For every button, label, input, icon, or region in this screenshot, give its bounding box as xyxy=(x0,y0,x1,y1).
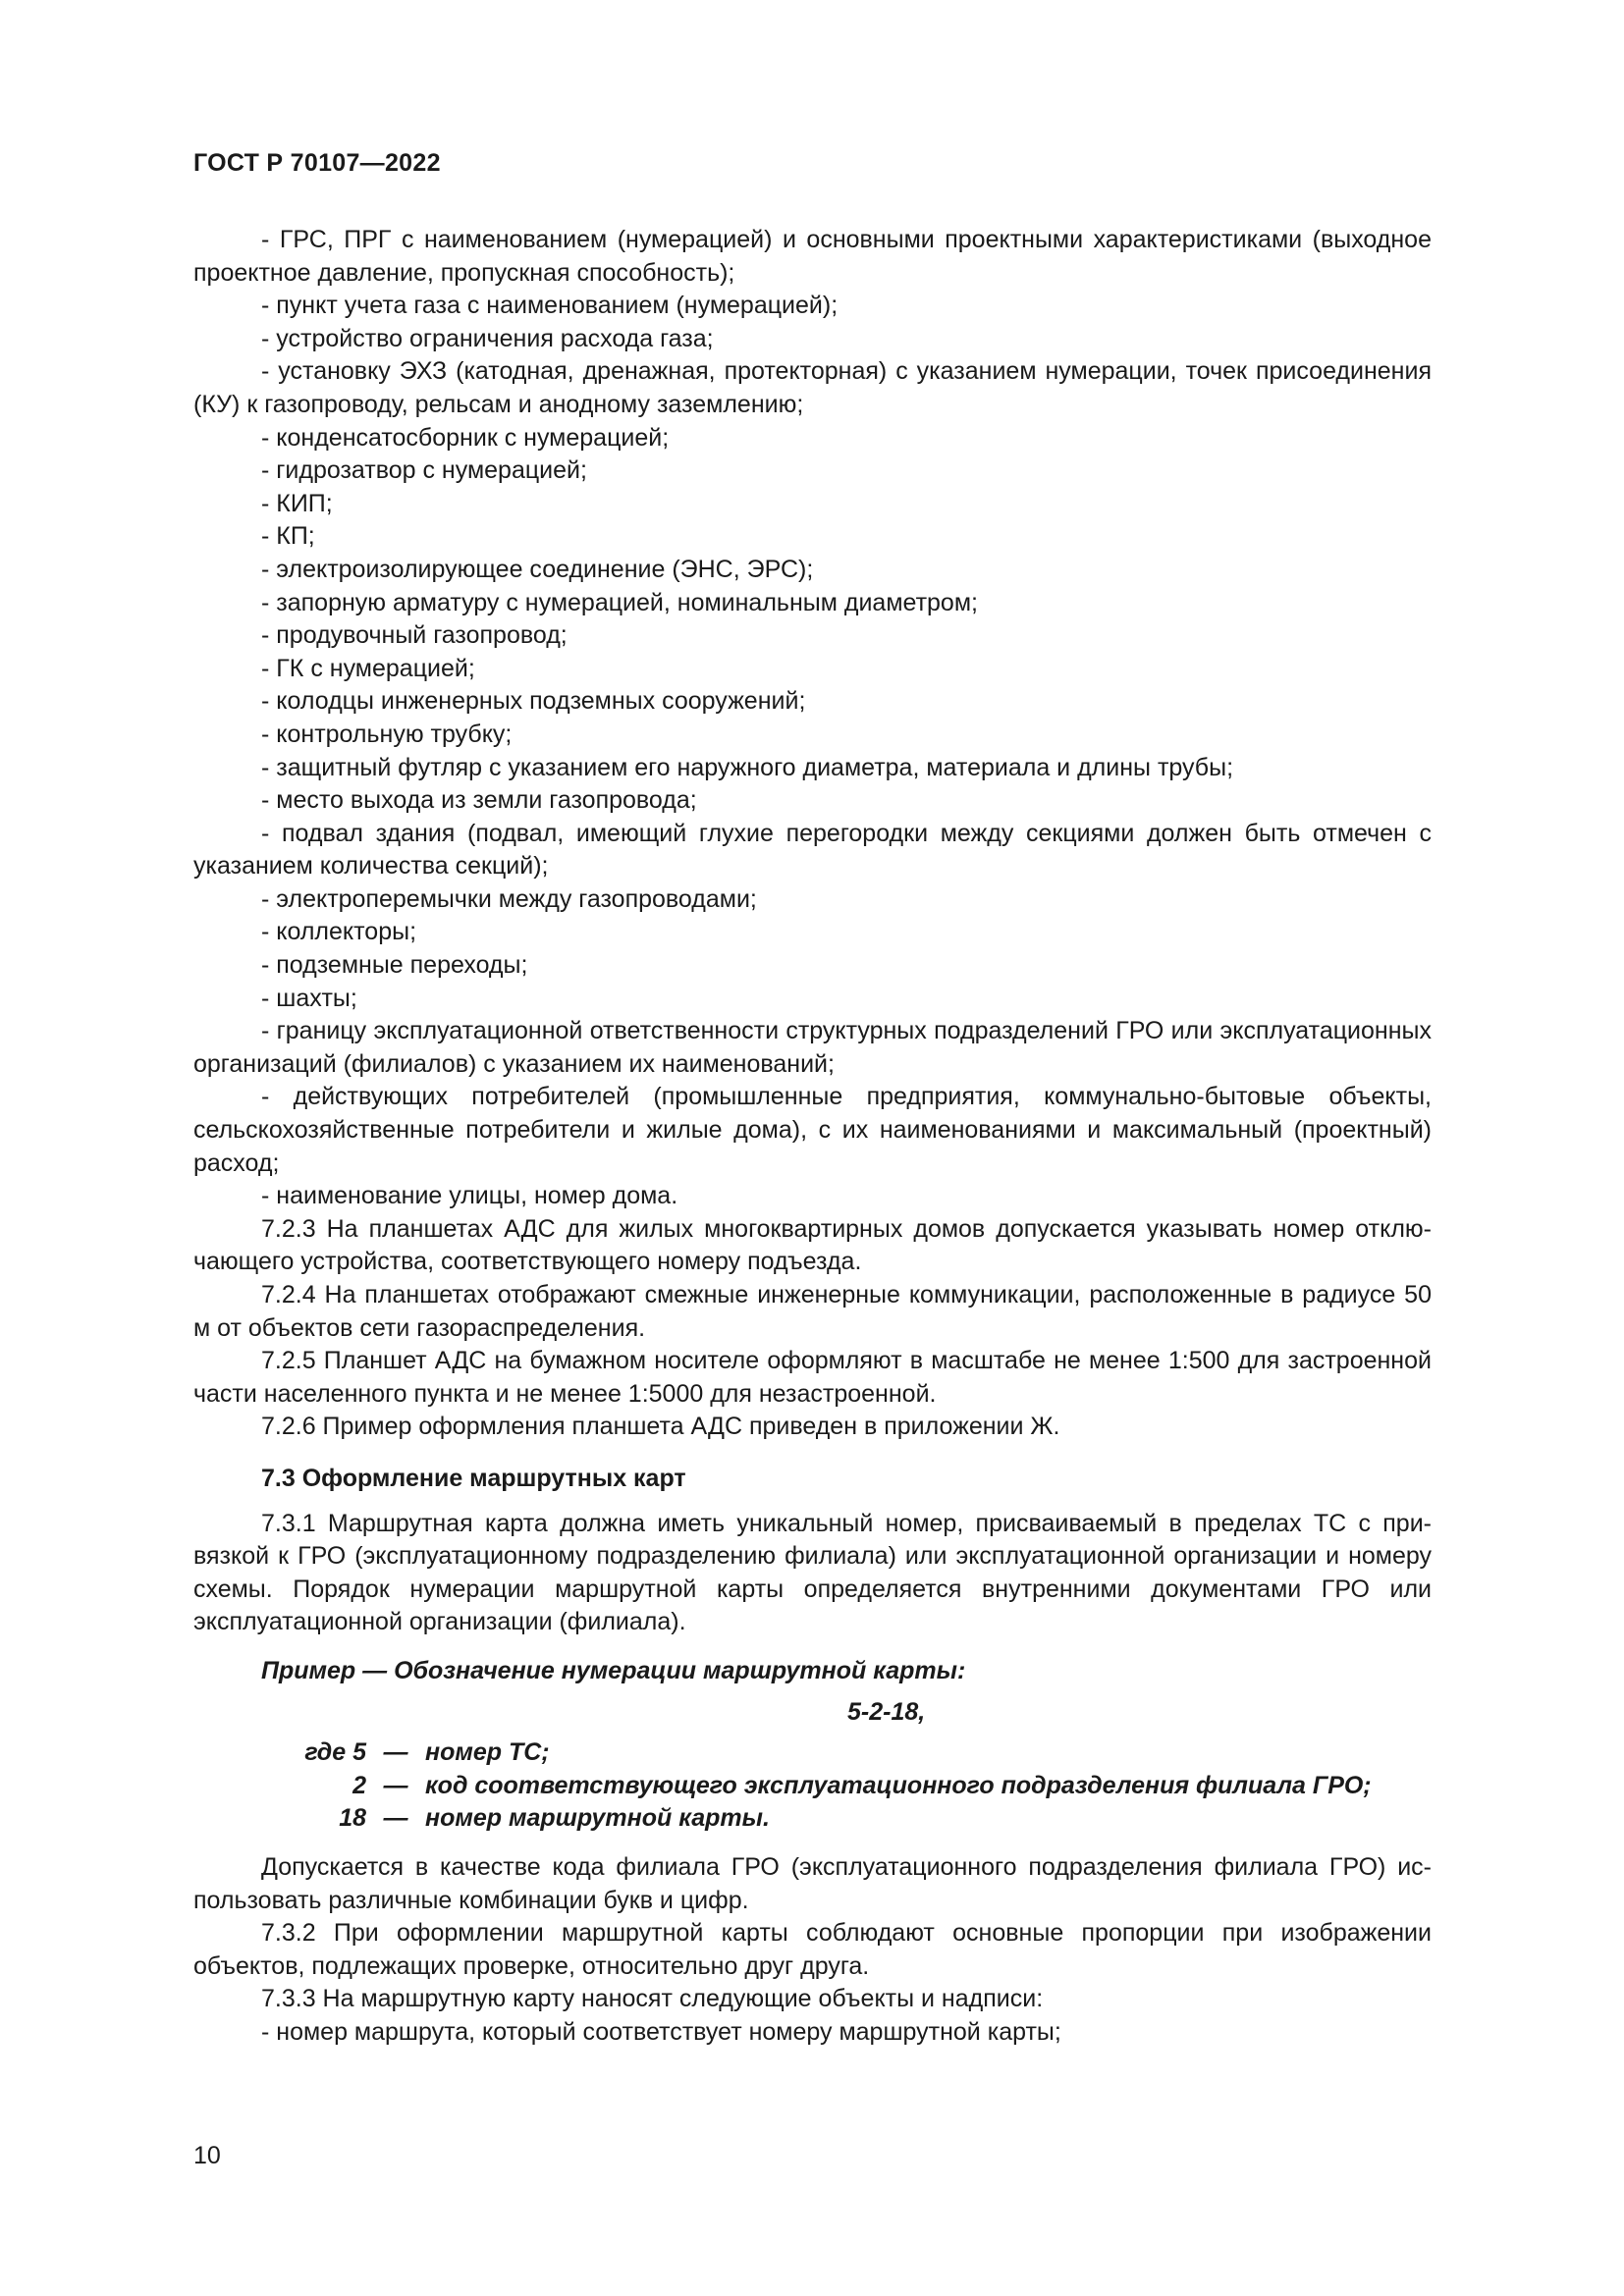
legend-text: номер ТС; xyxy=(425,1738,550,1767)
list-item: - КИП; xyxy=(261,489,333,517)
list-item: - пункт учета газа с наименованием (нумерацией); xyxy=(261,292,839,320)
list-item: - гидрозатвор с нумерацией; xyxy=(261,456,587,485)
list-item: - КП; xyxy=(261,522,315,551)
list-item: - место выхода из земли газопровода; xyxy=(261,786,697,815)
example-legend xyxy=(193,1736,1432,1836)
legend-number: 2 xyxy=(352,1771,366,1799)
paragraph-7-2-5: 7.2.5 Планшет АДС на бумажном носителе оформляют в масштабе не менее 1:500 для застроенной части населенного пункта и не менее 1:5000 для незастроенной. xyxy=(193,1347,1432,1408)
list-item: - электроперемычки между газопроводами; xyxy=(261,884,757,913)
list-item: - колодцы инженерных подземных сооружений; xyxy=(261,687,806,716)
example-title: Пример — Обозначение нумерации маршрутной карты: xyxy=(261,1656,966,1684)
list-item: - коллекторы; xyxy=(261,918,417,946)
legend-number: 18 xyxy=(339,1804,366,1833)
list-item: - конденсатосборник с нумерацией; xyxy=(261,423,670,452)
section-heading-7-3: 7.3 Оформление маршрутных карт xyxy=(261,1464,686,1492)
legend-dash: — xyxy=(383,1771,408,1799)
list-item: - подземные переходы; xyxy=(261,951,528,980)
paragraph-7-2-3: 7.2.3 На планшетах АДС для жилых многоквартирных домов допускается указывать номер отключающего устройства, соответствующего номеру подъезда. xyxy=(193,1214,1432,1276)
list-item: - ГРС, ПРГ с наименованием (нумерацией) и основными проектными характеристиками (выходное проектное давление, пропускная способность); xyxy=(193,226,1432,287)
list-item: - установку ЭХЗ (катодная, дренажная, протекторная) с указанием нумерации, точек присоединения (КУ) к газопроводу, рельсам и анодному заземлению; xyxy=(193,357,1432,418)
list-item: - границу эксплуатационной ответственности структурных подразделений ГРО или эксплуатационных организаций (филиалов) с указанием их наименований; xyxy=(193,1017,1432,1078)
list-item: - действующих потребителей (промышленные предприятия, коммунально-бытовые объекты, сельскохозяйственные потребители и жилые дома), с их наименованиями и максимальный (проектный) расход; xyxy=(193,1083,1432,1177)
example-code: 5-2-18, xyxy=(847,1697,926,1726)
page-number: 10 xyxy=(193,2142,221,2169)
paragraph-allowed-codes: Допускается в качестве кода филиала ГРО (эксплуатационного подразделения филиала ГРО) использовать различные комбинации букв и цифр. xyxy=(193,1852,1432,1914)
list-item: - продувочный газопровод; xyxy=(261,621,568,650)
paragraph-7-2-6: 7.2.6 Пример оформления планшета АДС приведен в приложении Ж. xyxy=(261,1413,1060,1441)
legend-number: где 5 xyxy=(304,1738,366,1767)
list-item: - подвал здания (подвал, имеющий глухие перегородки между секциями должен быть отмечен с указанием количества секций); xyxy=(193,819,1432,881)
object-list xyxy=(193,224,1432,1213)
list-item: - электроизолирующее соединение (ЭНС, ЭРС); xyxy=(261,555,814,583)
paragraph-7-2-4: 7.2.4 На планшетах отображают смежные инженерные коммуникации, расположенные в радиусе 50 м от объектов сети газораспределения. xyxy=(193,1281,1432,1342)
legend-text: номер маршрутной карты. xyxy=(425,1804,770,1833)
legend-row xyxy=(193,1770,1432,1803)
legend-dash: — xyxy=(383,1804,408,1833)
list-item: - устройство ограничения расхода газа; xyxy=(261,324,714,352)
document-body xyxy=(193,224,1432,2049)
legend-row xyxy=(193,1736,1432,1770)
list-item: - номер маршрута, который соответствует номеру маршрутной карты; xyxy=(261,2017,1061,2046)
example-block xyxy=(193,1655,1432,1836)
legend-text: код соответствующего эксплуатационного подразделения филиала ГРО; xyxy=(425,1771,1372,1799)
list-item: - шахты; xyxy=(261,984,357,1012)
document-code-header: ГОСТ Р 70107—2022 xyxy=(193,149,441,177)
paragraph-7-3-1: 7.3.1 Маршрутная карта должна иметь уникальный номер, присваиваемый в пределах ТС с привязкой к ГРО (эксплуатационному подразделению филиала) или эксплуатационной организации и номеру схемы. Порядок нумерации маршрутной карты определяется внутренними документами ГРО или эксплуатационной организации (филиала). xyxy=(193,1509,1432,1636)
paragraph-7-3-2: 7.3.2 При оформлении маршрутной карты соблюдают основные пропорции при изображении объектов, подлежащих проверке, относительно друг друга. xyxy=(193,1919,1432,1980)
list-item: - ГК с нумерацией; xyxy=(261,654,475,682)
legend-dash: — xyxy=(383,1738,408,1767)
list-item: - запорную арматуру с нумерацией, номинальным диаметром; xyxy=(261,588,978,616)
legend-row xyxy=(193,1802,1432,1836)
paragraph-7-3-3: 7.3.3 На маршрутную карту наносят следующие объекты и надписи: xyxy=(261,1985,1044,2013)
list-item: - наименование улицы, номер дома. xyxy=(261,1182,678,1210)
list-item: - контрольную трубку; xyxy=(261,720,513,748)
list-item: - защитный футляр с указанием его наружного диаметра, материала и длины трубы; xyxy=(261,753,1234,781)
